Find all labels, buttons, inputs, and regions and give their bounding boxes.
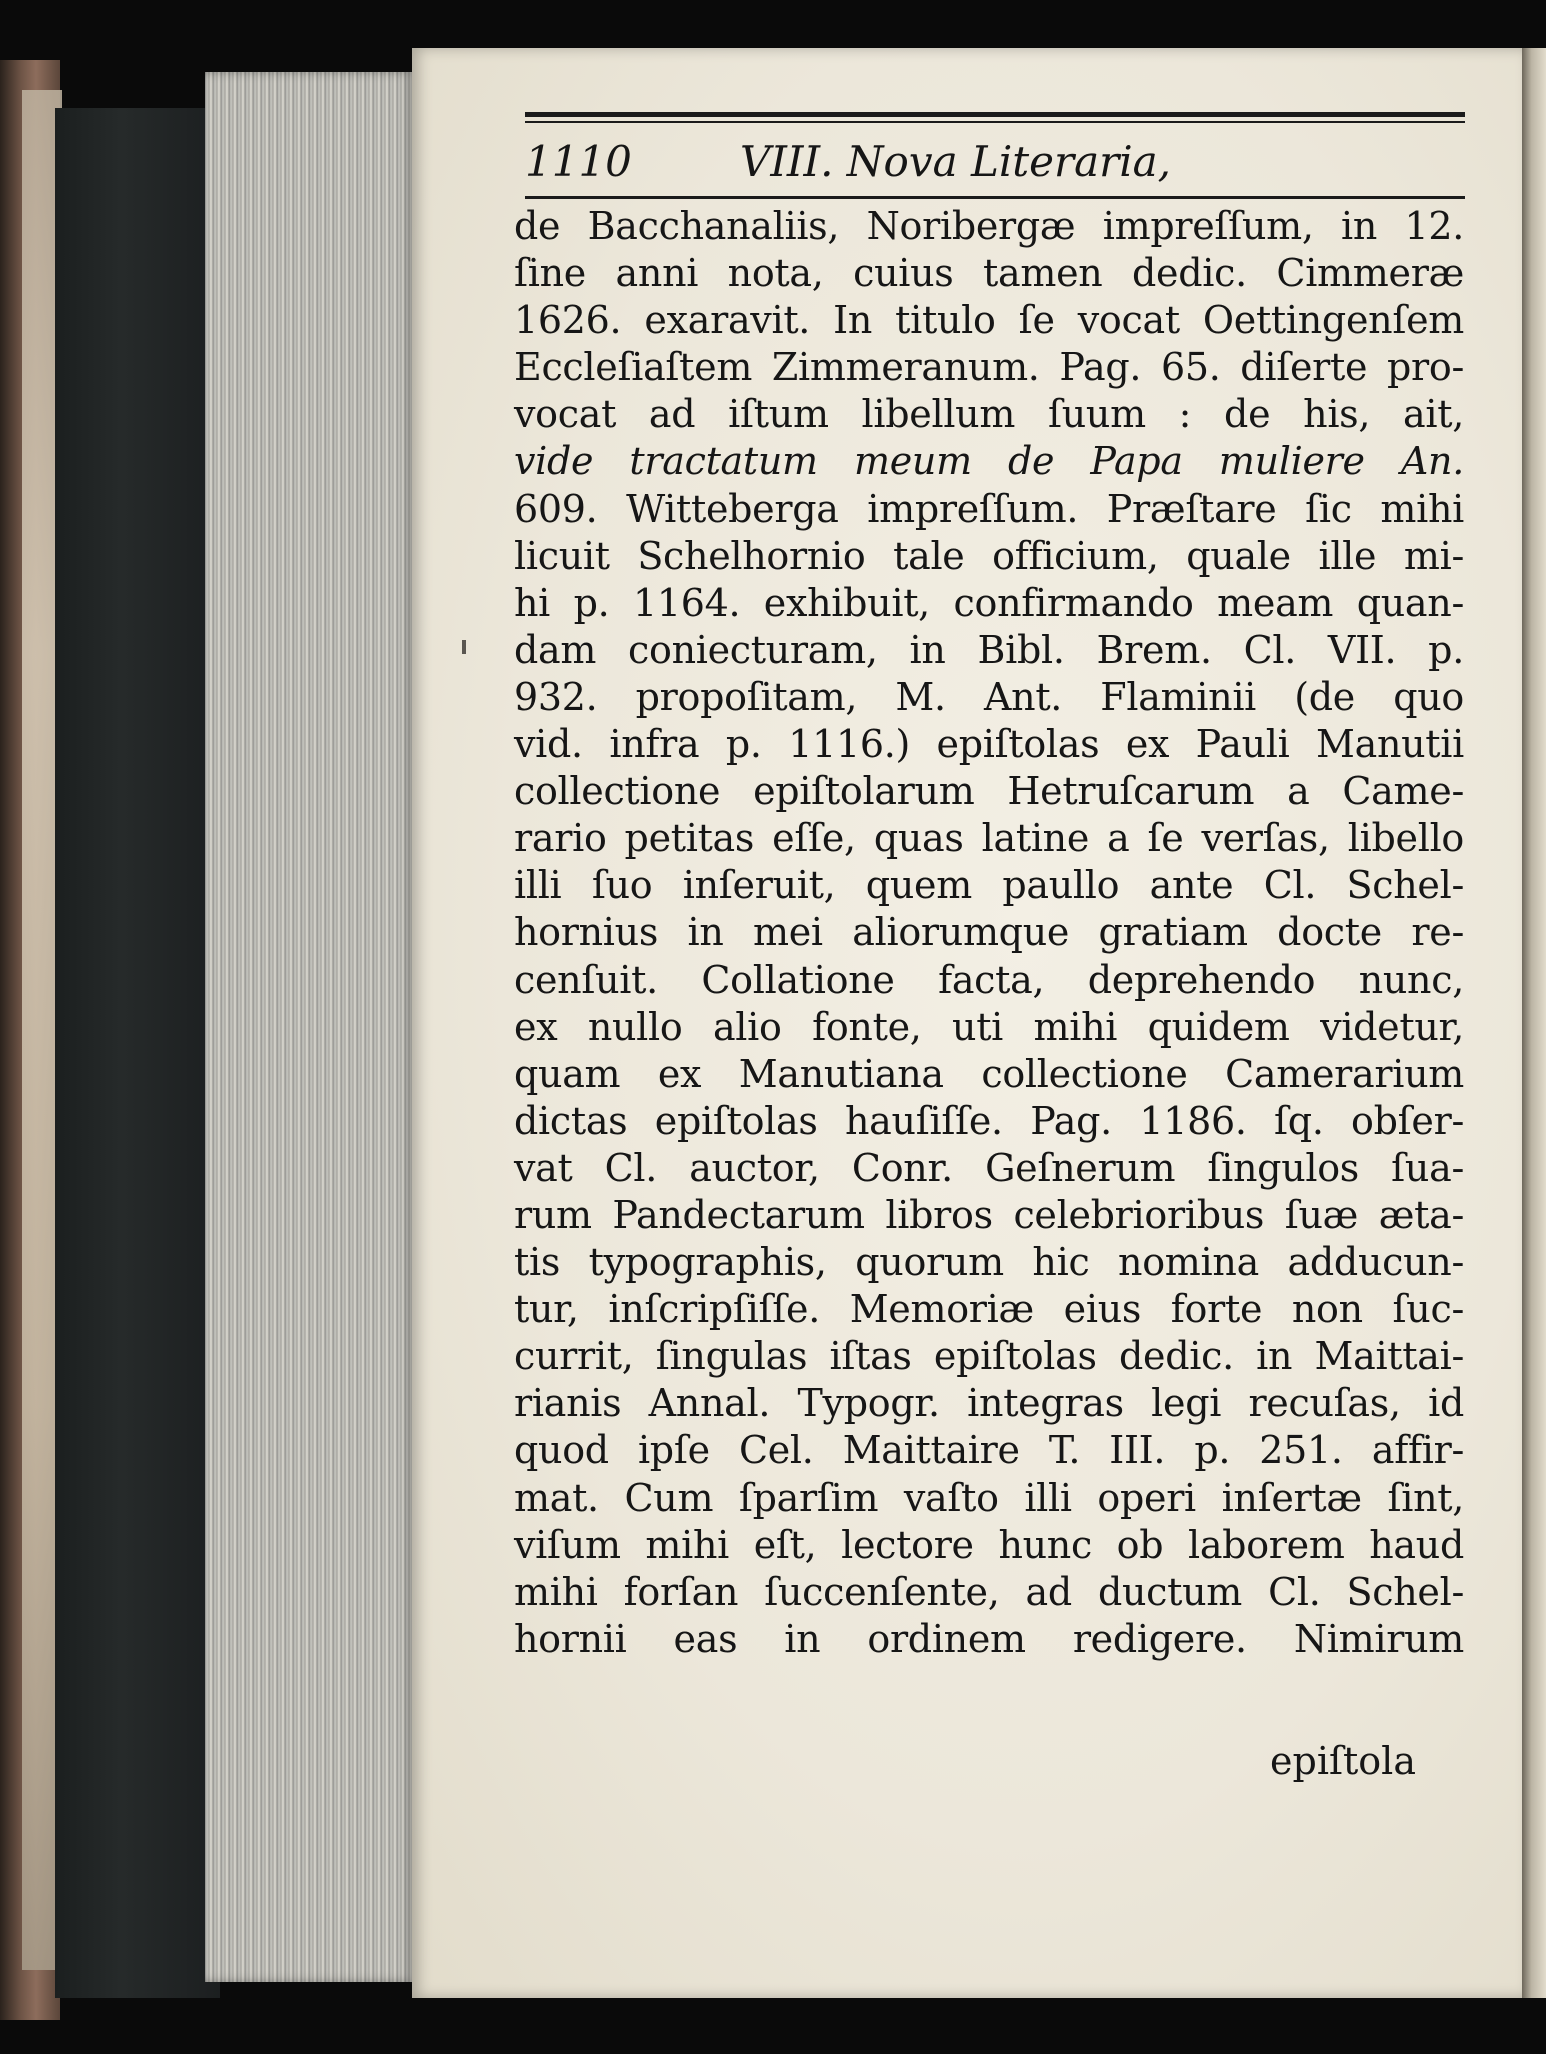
head-rule-bottom	[525, 196, 1465, 199]
text-line: currit, ſingulas iſtas epiſtolas dedic. in Maittai-	[514, 1334, 1464, 1379]
closed-pages-block	[55, 108, 220, 1998]
text-line: 1626. exaravit. In titulo ſe vocat Oettingenſem	[514, 298, 1464, 343]
text-line: 609. Witteberga impreſſum. Præſtare ſic mihi	[514, 486, 1464, 531]
text-line: vid. infra p. 1116.) epiſtolas ex Pauli Manutii	[514, 722, 1464, 767]
text-line: ſine anni nota, cuius tamen dedic. Cimmeræ	[514, 251, 1464, 296]
body-text	[514, 203, 1464, 1663]
text-line: mat. Cum ſparſim vaſto illi operi inſertæ ſint,	[514, 1475, 1464, 1520]
page-edges	[205, 72, 415, 1982]
text-line: cenſuit. Collatione facta, deprehendo nunc,	[514, 957, 1464, 1002]
text-line: illi ſuo inſeruit, quem paullo ante Cl. Schel-	[514, 863, 1464, 908]
text-line: rum Pandectarum libros celebrioribus ſuæ æta-	[514, 1192, 1464, 1237]
facing-page-edge	[1522, 48, 1546, 1998]
running-head-title: VIII. Nova Literaria,	[740, 137, 1172, 186]
head-rule-top	[525, 112, 1465, 117]
text-line: licuit Schelhornio tale officium, quale ille mi-	[514, 533, 1464, 578]
text-line: collectione epiſtolarum Hetruſcarum a Came-	[514, 769, 1464, 814]
text-line: ex nullo alio fonte, uti mihi quidem videtur,	[514, 1004, 1464, 1049]
text-line: tur, inſcripſiſſe. Memoriæ eius forte non ſuc-	[514, 1287, 1464, 1332]
text-line: quam ex Manutiana collectione Camerarium	[514, 1051, 1464, 1096]
text-line: dictas epiſtolas hauſiſſe. Pag. 1186. ſq. obſer-	[514, 1098, 1464, 1143]
text-line: Eccleſiaſtem Zimmeranum. Pag. 65. diſerte pro-	[514, 345, 1464, 390]
head-rule-top-thin	[525, 121, 1465, 123]
text-line: 932. propoſitam, M. Ant. Flaminii (de quo	[514, 674, 1464, 719]
text-line: vat Cl. auctor, Conr. Geſnerum ſingulos ſua-	[514, 1145, 1464, 1190]
text-line: mihi forſan ſuccenſente, ad ductum Cl. Schel-	[514, 1569, 1464, 1614]
catchword: epiſtola	[1270, 1739, 1416, 1783]
text-line: viſum mihi eſt, lectore hunc ob laborem haud	[514, 1522, 1464, 1567]
text-line: hornii eas in ordinem redigere. Nimirum	[514, 1616, 1464, 1661]
margin-ink-mark	[462, 640, 466, 654]
running-head	[525, 132, 1465, 192]
text-line: tis typographis, quorum hic nomina adducun-	[514, 1240, 1464, 1285]
text-line: quod ipſe Cel. Maittaire T. III. p. 251. affir-	[514, 1428, 1464, 1473]
text-line: hornius in mei aliorumque gratiam docte re-	[514, 910, 1464, 955]
text-line: vocat ad iſtum libellum ſuum : de his, ait,	[514, 392, 1464, 437]
text-line: de Bacchanaliis, Noribergæ impreſſum, in 12.	[514, 204, 1464, 248]
text-line: dam coniecturam, in Bibl. Brem. Cl. VII. p.	[514, 627, 1464, 672]
text-line: rario petitas eſſe, quas latine a ſe verſas, libello	[514, 816, 1464, 861]
text-line: vide tractatum meum de Papa muliere An.	[514, 439, 1464, 484]
text-line: hi p. 1164. exhibuit, confirmando meam quan-	[514, 580, 1464, 625]
text-line: rianis Annal. Typogr. integras legi recuſas, id	[514, 1381, 1464, 1426]
page-number: 1110	[525, 137, 632, 186]
